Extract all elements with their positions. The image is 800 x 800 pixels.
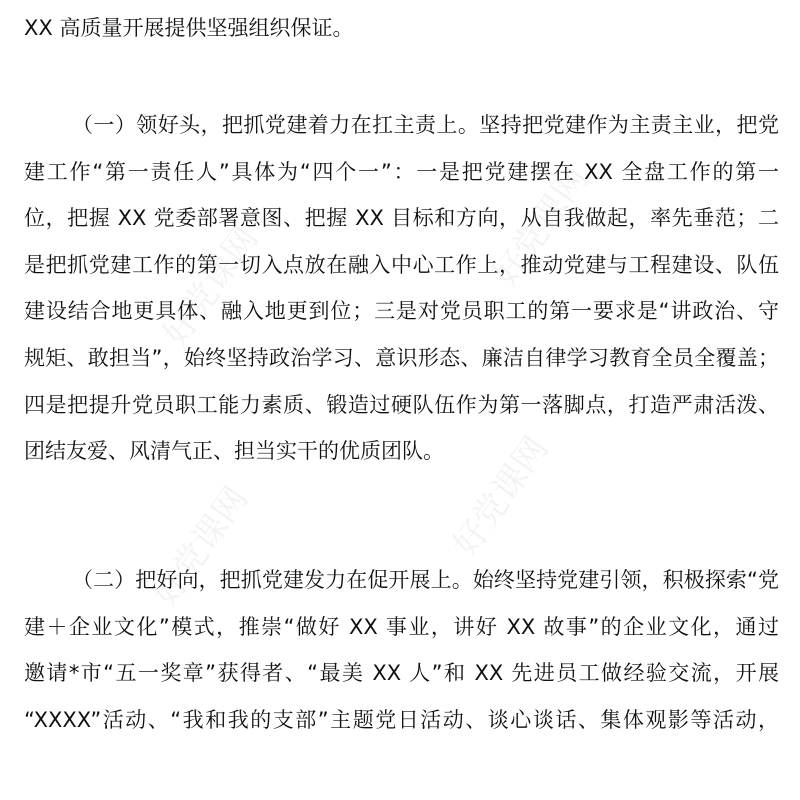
paragraph-line: 团结友爱、风清气正、担当实干的优质团队。 (24, 439, 444, 463)
paragraph-line: “XXXX”活动、“我和我的支部”主题党日活动、谈心谈话、集体观影等活动， (24, 708, 779, 732)
watermark: 好党课网 (445, 429, 557, 564)
watermark: 好党课网 (485, 159, 597, 294)
paragraph-line: 建工作“第一责任人”具体为“四个一”：一是把党建摆在 XX 全盘工作的第一 (24, 160, 779, 184)
watermark: 好党课网 (155, 219, 267, 354)
paragraph-line: 建设结合地更具体、融入地更到位；三是对党员职工的第一要求是“讲政治、守 (24, 299, 779, 323)
paragraph-line: XX 高质量开展提供坚强组织保证。 (24, 16, 354, 40)
paragraph-line: 建＋企业文化”模式，推崇“做好 XX 事业，讲好 XX 故事”的企业文化，通过 (24, 615, 779, 639)
section-1-heading-line: （一）领好头，把抓党建着力在扛主责上。坚持把党建作为主责主业，把党 (72, 113, 779, 137)
paragraph-line: 位，把握 XX 党委部署意图、把握 XX 目标和方向，从自我做起，率先垂范；二 (24, 206, 779, 230)
watermark: 好党课网 (145, 479, 257, 614)
section-2-heading-line: （二）把好向，把抓党建发力在促开展上。始终坚持党建引领，积极探索“党 (72, 568, 779, 592)
paragraph-line: 四是把提升党员职工能力素质、锻造过硬队伍作为第一落脚点，打造严肃活泼、 (24, 393, 779, 417)
paragraph-line: 邀请*市“五一奖章”获得者、“最美 XX 人”和 XX 先进员工做经验交流，开展 (24, 661, 779, 685)
paragraph-line: 规矩、敢担当”，始终坚持政治学习、意识形态、廉洁自律学习教育全员全覆盖； (24, 346, 779, 370)
paragraph-line: 是把抓党建工作的第一切入点放在融入中心工作上，推动党建与工程建设、队伍 (24, 253, 779, 277)
